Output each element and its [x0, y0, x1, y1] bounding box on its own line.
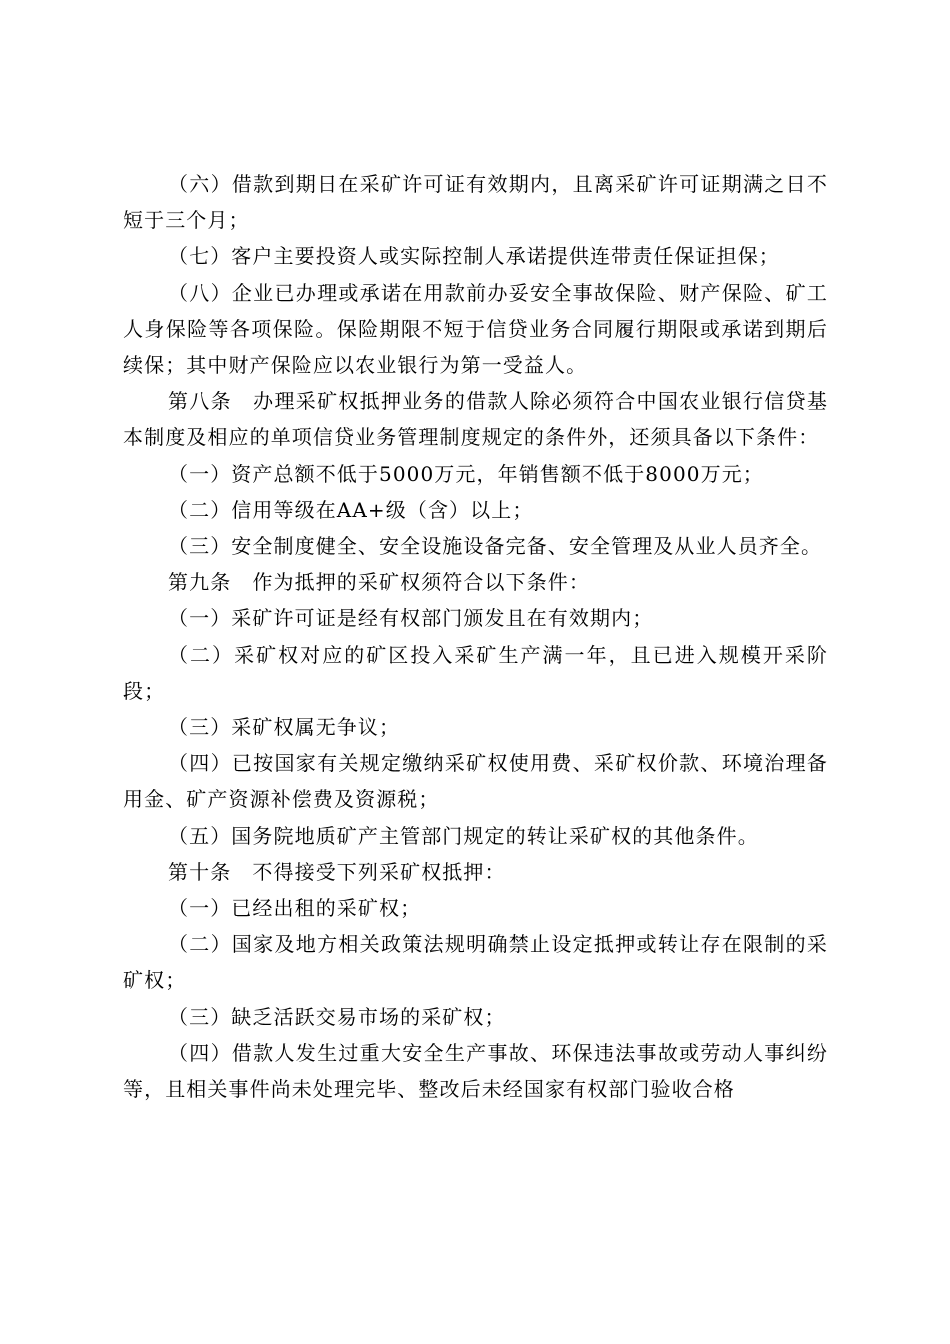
- article-10-item-4: （四）借款人发生过重大安全生产事故、环保违法事故或劳动人事纠纷等，且相关事件尚未处理完毕、整改后未经国家有权部门验收合格: [123, 1040, 828, 1102]
- article-10: 第十条 不得接受下列采矿权抵押：: [168, 859, 506, 884]
- clause-6: （六）借款到期日在采矿许可证有效期内，且离采矿许可证期满之日不短于三个月；: [123, 172, 828, 233]
- article-9-item-3: （三）采矿权属无争议；: [168, 715, 401, 740]
- article-10-item-1: （一）已经出租的采矿权；: [168, 896, 422, 921]
- article-9-item-4: （四）已按国家有关规定缴纳采矿权使用费、采矿权价款、环境治理备用金、矿产资源补偿费及资源税；: [123, 751, 828, 812]
- clause-7: （七）客户主要投资人或实际控制人承诺提供连带责任保证担保；: [168, 244, 780, 269]
- article-10-item-3: （三）缺乏活跃交易市场的采矿权；: [168, 1004, 506, 1029]
- article-10-item-2: （二）国家及地方相关政策法规明确禁止设定抵押或转让存在限制的采矿权；: [123, 932, 828, 993]
- article-9-item-1: （一）采矿许可证是经有权部门颁发且在有效期内；: [168, 606, 654, 631]
- document-body: [123, 166, 828, 1107]
- article-8-item-3: （三）安全制度健全、安全设施设备完备、安全管理及从业人员齐全。: [168, 534, 823, 559]
- article-8-item-1: （一）资产总额不低于5000万元，年销售额不低于8000万元；: [168, 461, 764, 486]
- clause-8: （八）企业已办理或承诺在用款前办妥安全事故保险、财产保险、矿工人身保险等各项保险。保险期限不短于信贷业务合同履行期限或承诺到期后续保；其中财产保险应以农业银行为第一受益人。: [123, 280, 828, 378]
- article-9-item-2: （二）采矿权对应的矿区投入采矿生产满一年，且已进入规模开采阶段；: [123, 642, 828, 703]
- article-9-item-5: （五）国务院地质矿产主管部门规定的转让采矿权的其他条件。: [168, 823, 759, 848]
- article-9: 第九条 作为抵押的采矿权须符合以下条件：: [168, 570, 590, 595]
- article-8: 第八条 办理采矿权抵押业务的借款人除必须符合中国农业银行信贷基本制度及相应的单项信贷业务管理制度规定的条件外，还须具备以下条件：: [123, 389, 828, 450]
- article-8-item-2: （二）信用等级在AA+级（含）以上；: [168, 497, 534, 522]
